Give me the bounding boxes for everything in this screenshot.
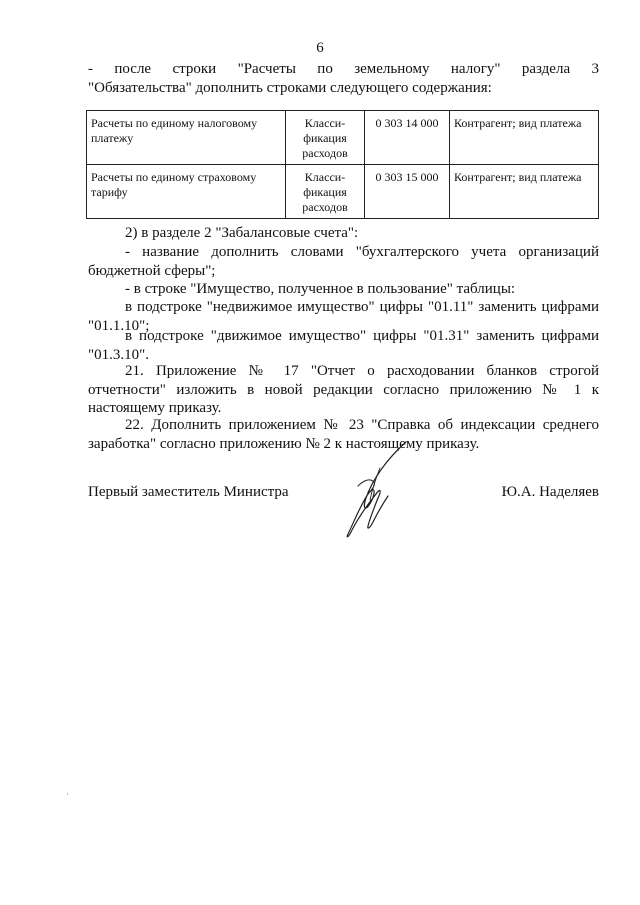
table-cell-name: Расчеты по единому налоговому платежу <box>87 111 286 165</box>
table-cell-classification: Класси-фикация расходов <box>286 111 365 165</box>
signatory-name: Ю.А. Наделяев <box>501 484 599 500</box>
section2-item-1: - название дополнить словами "бухгалтерского учета организаций бюджетной сферы"; <box>88 244 599 279</box>
table-cell-code: 0 303 15 000 <box>365 165 450 219</box>
section2-item-2: - в строке "Имущество, полученное в пользование" таблицы: <box>125 281 516 297</box>
table-cell-code: 0 303 14 000 <box>365 111 450 165</box>
intro-line-2: "Обязательства" дополнить строками следующего содержания: <box>88 80 492 96</box>
section2-heading: 2) в разделе 2 "Забалансовые счета": <box>125 225 359 241</box>
table-cell-analytics: Контрагент; вид платежа <box>450 111 599 165</box>
table-row <box>87 111 599 165</box>
accounts-table <box>86 110 599 219</box>
scan-speck <box>67 793 68 795</box>
table-cell-name: Расчеты по единому страховому тарифу <box>87 165 286 219</box>
section2-item-3: в подстроке "недвижимое имущество" цифры "01.11" заменить цифрами "01.1.10"; <box>88 299 599 334</box>
table-row <box>87 165 599 219</box>
point-22: 22. Дополнить приложением № 23 "Справка об индексации среднего заработка" согласно приложению № 2 к настоящему приказу. <box>88 417 599 452</box>
table-cell-analytics: Контрагент; вид платежа <box>450 165 599 219</box>
section2-item-4: в подстроке "движимое имущество" цифры "01.31" заменить цифрами "01.3.10". <box>88 328 599 363</box>
table-cell-classification: Класси-фикация расходов <box>286 165 365 219</box>
point-21: 21. Приложение № 17 "Отчет о расходовании бланков строгой отчетности" изложить в новой редакции согласно приложению № 1 к настоящему приказу. <box>88 363 599 417</box>
handwritten-signature-icon <box>318 438 428 548</box>
intro-line-1: - после строки "Расчеты по земельному налогу" раздела 3 <box>88 61 599 77</box>
signature-title: Первый заместитель Министра <box>88 484 289 500</box>
page-number: 6 <box>316 40 324 56</box>
